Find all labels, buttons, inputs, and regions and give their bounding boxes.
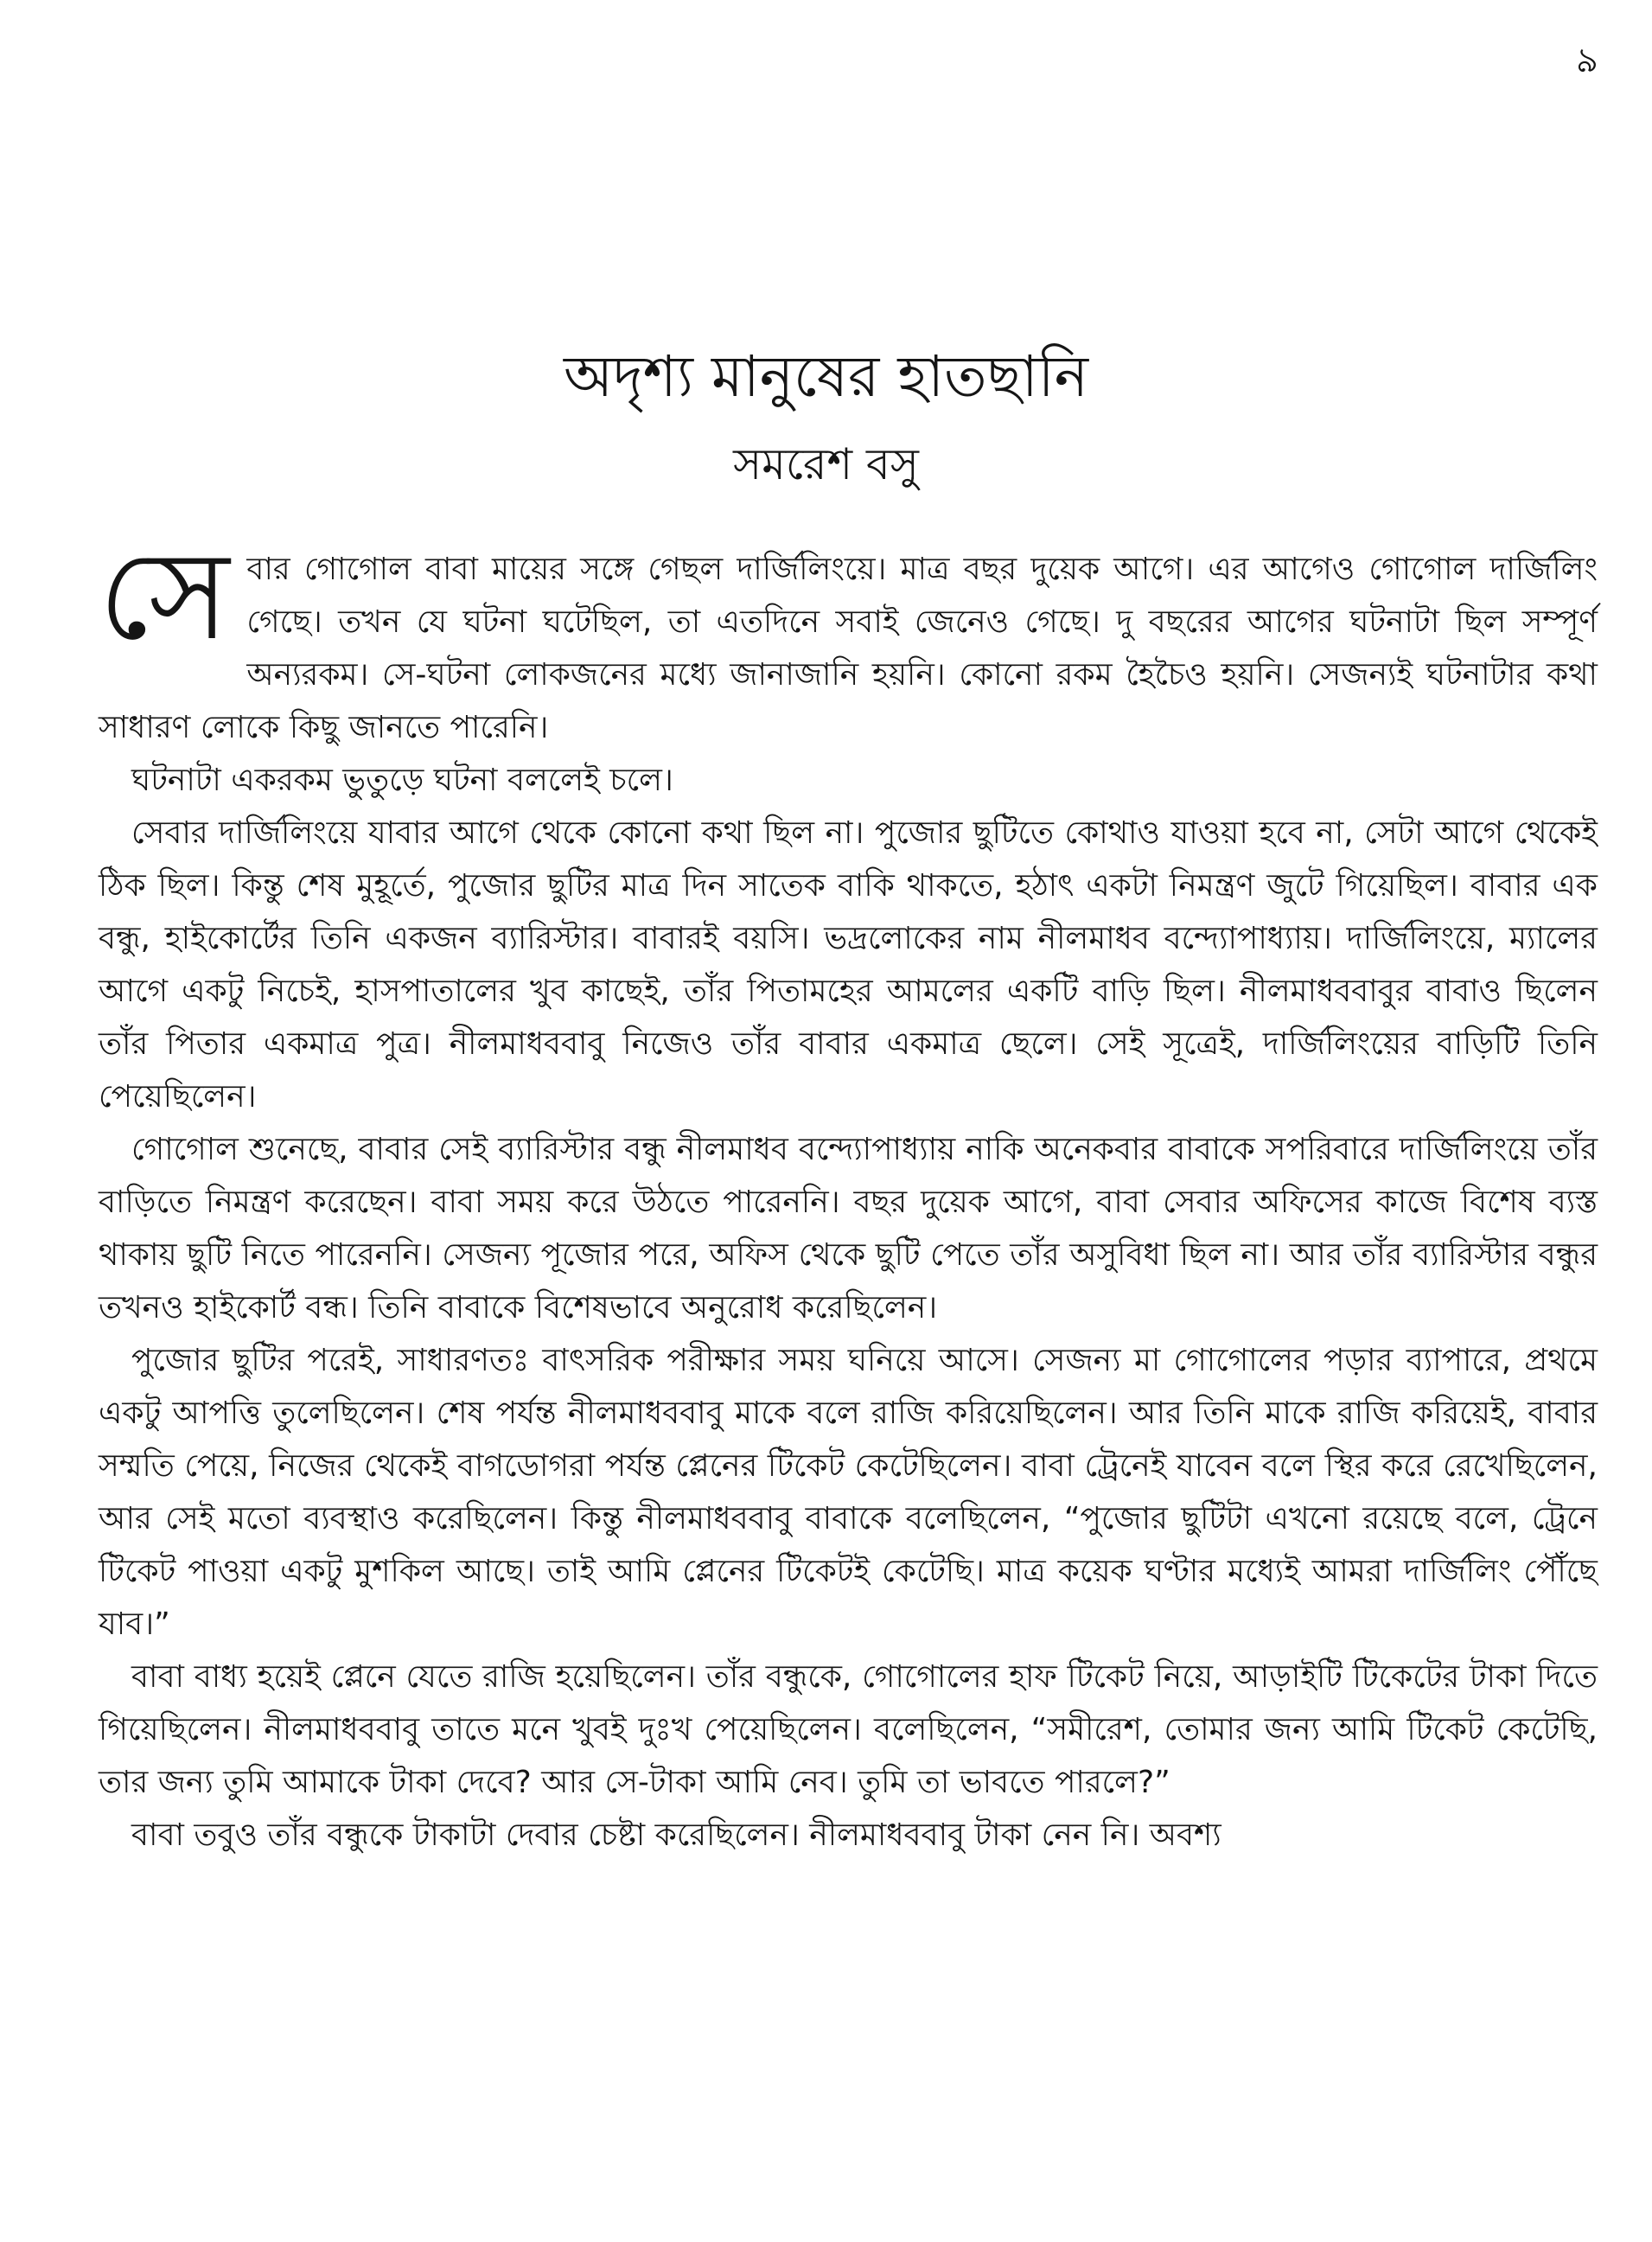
- paragraph-1: [99, 525, 1598, 754]
- paragraph-2: ঘটনাটা একরকম ভুতুড়ে ঘটনা বললেই চলে।: [131, 763, 673, 798]
- paragraph-7: বাবা তবুও তাঁর বন্ধুকে টাকাটা দেবার চেষ্টা করেছিলেন। নীলমাধববাবু টাকা নেন নি। অবশ্য: [131, 1817, 1221, 1853]
- paragraph-3: সেবার দার্জিলিংয়ে যাবার আগে থেকে কোনো কথা ছিল না। পুজোর ছুটিতে কোথাও যাওয়া হবে না, সেটা আগে থেকেই ঠিক ছিল। কিন্তু শেষ মুহূর্তে, পুজোর ছুটির মাত্র দিন সাতেক বাকি থাকতে, হঠাৎ একটা নিমন্ত্রণ জুটে গিয়েছিল। বাবার এক বন্ধু, হাইকোর্টের তিনি একজন ব্যারিস্টার। বাবারই বয়সি। ভদ্রলোকের নাম নীলমাধব বন্দ্যোপাধ্যায়। দার্জিলিংয়ে, ম্যালের আগে একটু নিচেই, হাসপাতালের খুব কাছেই, তাঁর পিতামহের আমলের একটি বাড়ি ছিল। নীলমাধববাবুর বাবাও ছিলেন তাঁর পিতার একমাত্র পুত্র। নীলমাধববাবু নিজেও তাঁর বাবার একমাত্র ছেলে। সেই সূত্রেই, দার্জিলিংয়ের বাড়িটি তিনি পেয়েছিলেন।: [99, 815, 1598, 1115]
- story-title: অদৃশ্য মানুষের হাতছানি: [563, 343, 1089, 410]
- paragraph-6: বাবা বাধ্য হয়েই প্লেনে যেতে রাজি হয়েছিলেন। তাঁর বন্ধুকে, গোগোলের হাফ টিকেট নিয়ে, আড়াইটি টিকেটের টাকা দিতে গিয়েছিলেন। নীলমাধববাবু তাতে মনে খুবই দুঃখ পেয়েছিলেন। বলেছিলেন, “সমীরেশ, তোমার জন্য আমি টিকেট কেটেছি, তার জন্য তুমি আমাকে টাকা দেবে? আর সে-টাকা আমি নেব। তুমি তা ভাবতে পারলে?”: [99, 1659, 1598, 1800]
- drop-cap: সে: [99, 525, 230, 667]
- paragraph-text: বার গোগোল বাবা মায়ের সঙ্গে গেছল দার্জিলিংয়ে। মাত্র বছর দুয়েক আগে। এর আগেও গোগোল দার্জিলিং গেছে। তখন যে ঘটনা ঘটেছিল, তা এতদিনে সবাই জেনেও গেছে। দু বছরের আগের ঘটনাটা ছিল সম্পূর্ণ অন্যরকম। সে-ঘটনা লোকজনের মধ্যে জানাজানি হয়নি। কোনো রকম হৈচৈও হয়নি। সেজন্যই ঘটনাটার কথা সাধারণ লোকে কিছু জানতে পারেনি।: [99, 552, 1598, 745]
- story-body: [99, 525, 1598, 1862]
- page-number: ৯: [1576, 41, 1598, 80]
- paragraph-4: গোগোল শুনেছে, বাবার সেই ব্যারিস্টার বন্ধু নীলমাধব বন্দ্যোপাধ্যায় নাকি অনেকবার বাবাকে সপরিবারে দার্জিলিংয়ে তাঁর বাড়িতে নিমন্ত্রণ করেছেন। বাবা সময় করে উঠতে পারেননি। বছর দুয়েক আগে, বাবা সেবার অফিসের কাজে বিশেষ ব্যস্ত থাকায় ছুটি নিতে পারেননি। সেজন্য পূজোর পরে, অফিস থেকে ছুটি পেতে তাঁর অসুবিধা ছিল না। আর তাঁর ব্যারিস্টার বন্ধুর তখনও হাইকোর্ট বন্ধ। তিনি বাবাকে বিশেষভাবে অনুরোধ করেছিলেন।: [99, 1132, 1598, 1325]
- author-name: সমরেশ বসু: [733, 439, 919, 489]
- paragraph-5: পুজোর ছুটির পরেই, সাধারণতঃ বাৎসরিক পরীক্ষার সময় ঘনিয়ে আসে। সেজন্য মা গোগোলের পড়ার ব্যাপারে, প্রথমে একটু আপত্তি তুলেছিলেন। শেষ পর্যন্ত নীলমাধববাবু মাকে বলে রাজি করিয়েছিলেন। আর তিনি মাকে রাজি করিয়েই, বাবার সম্মতি পেয়ে, নিজের থেকেই বাগডোগরা পর্যন্ত প্লেনের টিকেট কেটেছিলেন। বাবা ট্রেনেই যাবেন বলে স্থির করে রেখেছিলেন, আর সেই মতো ব্যবস্থাও করেছিলেন। কিন্তু নীলমাধববাবু বাবাকে বলেছিলেন, “পুজোর ছুটিটা এখনো রয়েছে বলে, ট্রেনে টিকেট পাওয়া একটু মুশকিল আছে। তাই আমি প্লেনের টিকেটই কেটেছি। মাত্র কয়েক ঘণ্টার মধ্যেই আমরা দার্জিলিং পৌঁছে যাব।”: [99, 1343, 1598, 1642]
